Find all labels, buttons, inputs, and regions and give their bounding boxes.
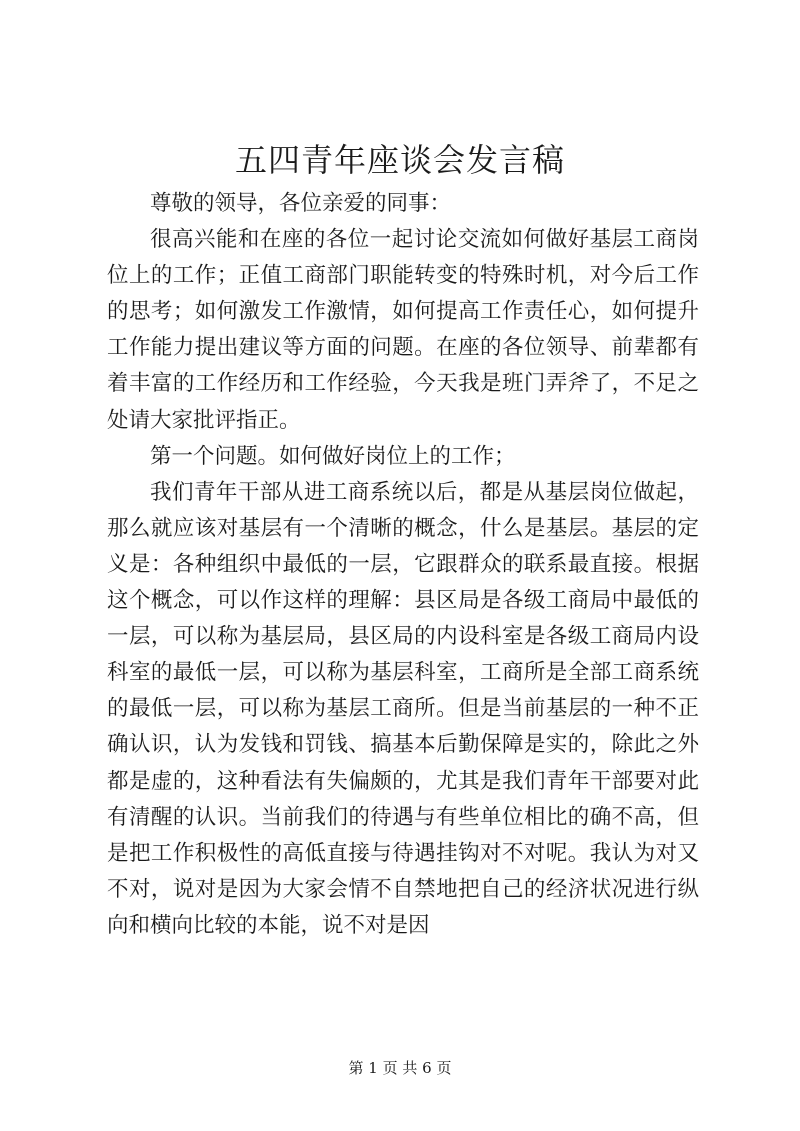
page-footer: 第 1 页 共 6 页 — [348, 1059, 452, 1077]
paragraph-body: 我们青年干部从进工商系统以后，都是从基层岗位做起，那么就应该对基层有一个清晰的概念，什么是基层。基层的定义是：各种组织中最低的一层，它跟群众的联系最直接。根据这个概念，可以作这样的理解：县区局是各级工商局中最低的一层，可以称为基层局，县区局的内设科室是各级工商局内设科室的最低一层，可以称为基层科室，工商所是全部工商系统的最低一层，可以称为基层工商所。但是当前基层的一种不正确认识，认为发钱和罚钱、搞基本后勤保障是实的，除此之外都是虚的，这种看法有失偏颇的，尤其是我们青年干部要对此有清醒的认识。当前我们的待遇与有些单位相比的确不高，但是把工作积极性的高低直接与待遇挂钩对不对呢。我认为对又不对，说对是因为大家会情不自禁地把自己的经济状况进行纵向和横向比较的本能，说不对是因 — [107, 479, 699, 938]
document-body — [107, 186, 699, 944]
paragraph-question-heading: 第一个问题。如何做好岗位上的工作； — [150, 443, 516, 469]
paragraph-salutation: 尊敬的领导，各位亲爱的同事： — [150, 191, 452, 216]
paragraph-intro: 很高兴能和在座的各位一起讨论交流如何做好基层工商岗位上的工作；正值工商部门职能转变的特殊时机，对今后工作的思考；如何激发工作激情，如何提高工作责任心，如何提升工作能力提出建议等方面的问题。在座的各位领导、前辈都有着丰富的工作经历和工作经验，今天我是班门弄斧了，不足之处请大家批评指正。 — [107, 227, 699, 433]
document-title: 五四青年座谈会发言稿 — [234, 141, 565, 179]
